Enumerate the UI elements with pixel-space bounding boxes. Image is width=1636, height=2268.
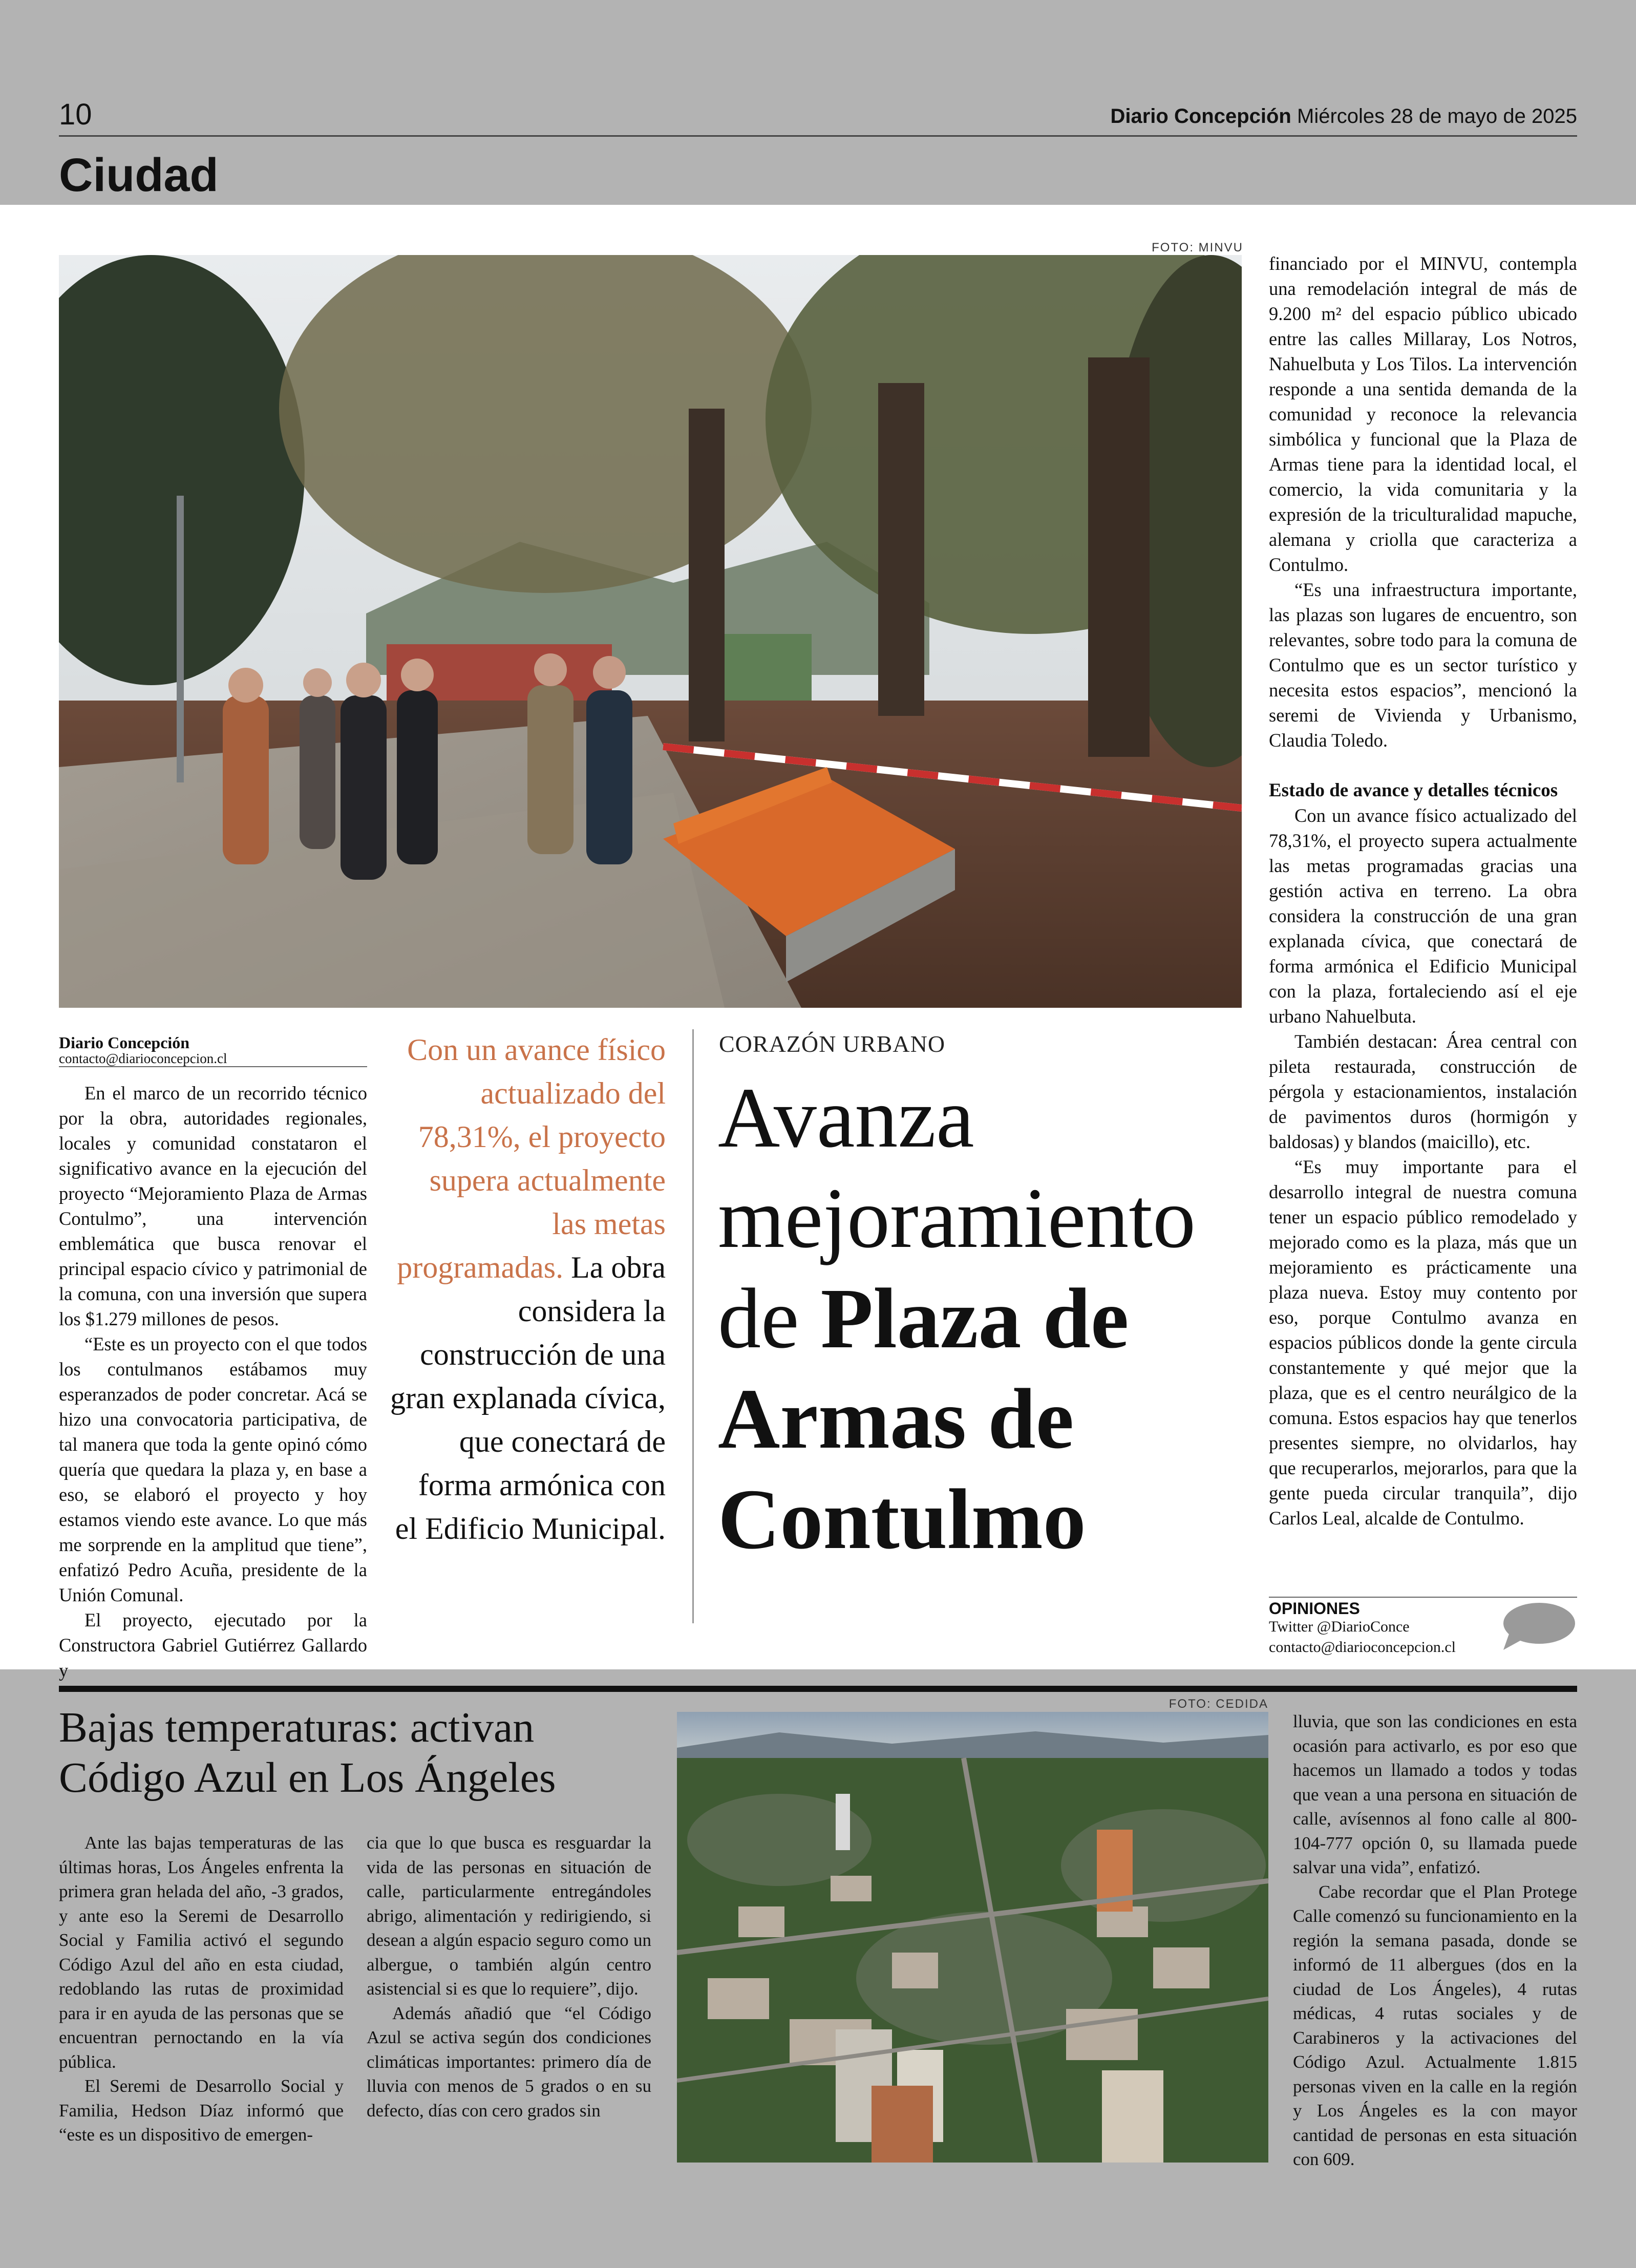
opinions-email[interactable]: contacto@diarioconcepcion.cl — [1269, 1639, 1456, 1656]
author-name: Diario Concepción — [59, 1033, 190, 1052]
right-paragraph-3: Con un avance físico actualizado del 78,31%, el proyecto supera actualmente las metas programadas gracias una gestión activa en terreno. La obra considera la construcción de una gran explanada cívica, que conectará de forma armónica el Edificio Municipal con la plaza, fortaleciendo así el eje urbano Nahuelbuta. — [1269, 805, 1577, 1027]
second-col3-paragraph-1: lluvia, que son las condiciones en esta ocasión para activarlo, es por eso que hacemos un llamado a todos y todas que vean a una persona en situación de calle, avísennos al fono calle al 800-104-777 opción 0, su llamada puede salvar una vida”, enfatizó. — [1293, 1711, 1577, 1877]
second-photo — [677, 1712, 1268, 2163]
right-paragraph-2: “Es una infraestructura importante, las plazas son lugares de encuentro, son relevantes, sobre todo para la comuna de Contulmo que es un sector turístico y necesita estos espacios”, mencionó la seremi de Vivienda y Urbanismo, Claudia Toledo. — [1269, 579, 1577, 751]
opinions-twitter[interactable]: Twitter @DiarioConce — [1269, 1618, 1410, 1635]
second-headline-line-2: Código Azul en Los Ángeles — [59, 1754, 556, 1801]
main-article-left-column — [59, 1080, 367, 1683]
headline-bold-2: Armas de — [718, 1371, 1074, 1467]
left-paragraph-3: El proyecto, ejecutado por la Constructora Gabriel Gutiérrez Gallardo y — [59, 1609, 367, 1681]
pull-quote-highlight: Con un avance físico actualizado del 78,31%, el proyecto supera actualmente las metas programadas. — [397, 1033, 666, 1284]
second-article-column-1 — [59, 1831, 344, 2147]
article-subheading: Estado de avance y detalles técnicos — [1269, 780, 1558, 801]
issue-date: Miércoles 28 de mayo de 2025 — [1297, 105, 1577, 128]
left-paragraph-1: En el marco de un recorrido técnico por la obra, autoridades regionales, locales y comunidad constataron el significativo avance en la ejecución del proyecto “Mejoramiento Plaza de Armas Contulmo”, una intervención emblemática que busca renovar el principal espacio cívico y patrimonial de la comuna, con una inversión que supera los $1.279 millones de pesos. — [59, 1083, 367, 1329]
headline-light-2: mejoramiento — [718, 1171, 1196, 1266]
right-paragraph-1: financiado por el MINVU, contempla una remodelación integral de más de 9.200 m² del espacio público ubicado entre las calles Millaray, Los Notros, Nahuelbuta y Los Tilos. La intervención responde a una sentida demanda de la comunidad y reconoce la relevancia simbólica y funcional que la Plaza de Armas tiene para la identidad local, el comercio, la vida comunitaria y la expresión de la triculturalidad mapuche, alemana y criolla que caracteriza a Contulmo. — [1269, 253, 1577, 575]
header-band — [0, 0, 1636, 205]
opinions-title: OPINIONES — [1269, 1599, 1360, 1618]
section-title: Ciudad — [59, 149, 219, 201]
left-paragraph-2: “Este es un proyecto con el que todos los contulmanos estábamos muy esperanzados de poder concretar. Acá se hizo una convocatoria participativa, de tal manera que toda la gente opinó cómo quería que quedara la plaza y, en base a eso, se elaboró el proyecto y hoy estamos viendo este avance. Lo que más me sorprende en la amplitud que tiene”, enfatizó Pedro Acuña, presidente de la Unión Comunal. — [59, 1333, 367, 1605]
second-article-column-3 — [1293, 1709, 1577, 2172]
second-col1-paragraph-1: Ante las bajas temperaturas de las últimas horas, Los Ángeles enfrenta la primera gran helada del año, -3 grados, y ante eso la Seremi de Desarrollo Social y Familia activó el segundo Código Azul del año en esta ciudad, redoblando las rutas de proximidad para ir en ayuda de las personas que se encuentran pernoctando en la vía pública. — [59, 1833, 344, 2072]
headline-light-1: Avanza — [718, 1070, 974, 1165]
column-divider — [692, 1029, 694, 1623]
pull-quote-rest: La obra considera la construcción de una gran explanada cívica, que conectará de forma armónica con el Edificio Municipal. — [390, 1250, 666, 1545]
main-photo — [59, 255, 1242, 1008]
headline-bold-1: Plaza de — [820, 1271, 1129, 1366]
city-aerial-illustration — [677, 1712, 1268, 2163]
photo-credit: FOTO: MINVU — [1152, 241, 1243, 255]
author-email[interactable]: contacto@diarioconcepcion.cl — [59, 1051, 227, 1066]
opinions-rule — [1269, 1597, 1577, 1598]
author-rule — [59, 1066, 367, 1067]
speech-bubble-icon — [1499, 1601, 1576, 1652]
pull-quote — [389, 1028, 666, 1551]
page-number: 10 — [59, 98, 92, 131]
right-paragraph-4: También destacan: Área central con pileta restaurada, construcción de pérgola y estacionamientos, instalación de pavimentos duros (hormigón y baldosas) y blandos (maicillo), etc. — [1269, 1031, 1577, 1152]
plaza-photo-illustration — [59, 255, 1242, 1008]
headline-light-3: de — [718, 1271, 821, 1366]
main-headline — [718, 1068, 1256, 1570]
second-col3-paragraph-2: Cabe recordar que el Plan Protege Calle comenzó su funcionamiento en la región la semana pasada, donde se informó de 11 albergues (dos en la ciudad de Los Ángeles), 4 rutas médicas, 4 rutas sociales y de Carabineros y la activaciones del Código Azul. Actualmente 1.815 personas viven en la calle en la región y Los Ángeles es la con mayor cantidad de personas en esta situación con 609. — [1293, 1881, 1577, 2169]
masthead — [1110, 105, 1577, 128]
right-paragraph-5: “Es muy importante para el desarrollo integral de nuestra comuna tener un espacio público remodelado y mejorado como es la plaza, más que un mejoramiento es prácticamente una plaza nueva. Estoy muy contento por eso, porque Contulmo avanza en espacios públicos donde la gente circula constantemente y qué mejor que la plaza, que es el centro neurálgico de la comuna. Estos espacios hay que tenerlos presentes siempre, no olvidarlos, hay que recuperarlos, mejorarlos, para que la gente pueda circular tranquila”, dijo Carlos Leal, alcalde de Contulmo. — [1269, 1156, 1577, 1529]
headline-bold-3: Contulmo — [718, 1472, 1086, 1567]
second-col2-paragraph-1: cia que lo que busca es resguardar la vida de las personas en situación de calle, particularmente entregándoles abrigo, alimentación y redirigiendo, si desean a algún espacio seguro como un albergue, o también algún centro asistencial si es que lo requiere”, dijo. — [367, 1833, 651, 1999]
second-col2-paragraph-2: Además añadió que “el Código Azul se activa según dos condiciones climáticas importantes: primero día de lluvia con menos de 5 grados o en su defecto, días con cero grados sin — [367, 2003, 651, 2121]
second-photo-credit: FOTO: CEDIDA — [1168, 1697, 1268, 1711]
article-separator-rule — [59, 1686, 1577, 1692]
second-col1-paragraph-2: El Seremi de Desarrollo Social y Familia, Hedson Díaz informó que “este es un dispositivo de emergen- — [59, 2076, 344, 2145]
kicker: CORAZÓN URBANO — [719, 1031, 946, 1057]
header-rule — [59, 135, 1577, 137]
second-article-column-2 — [367, 1831, 651, 2123]
second-headline-line-1: Bajas temperaturas: activan — [59, 1704, 535, 1751]
main-article-right-column — [1269, 251, 1577, 1531]
newspaper-name: Diario Concepción — [1110, 105, 1291, 128]
second-headline — [59, 1703, 648, 1803]
